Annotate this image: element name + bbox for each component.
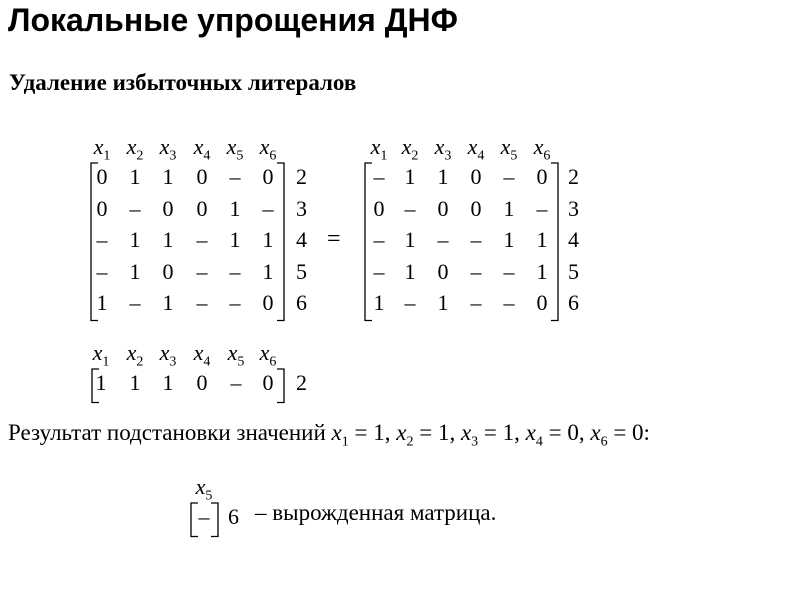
matrix-cell: 0 xyxy=(262,164,274,189)
matrix-cell: 0 xyxy=(96,164,108,189)
row-label: 6 xyxy=(296,290,307,315)
equals-sign: = xyxy=(327,226,341,252)
matrix-cell: 0 xyxy=(196,195,208,221)
assigned-value: = 0: xyxy=(607,420,650,445)
column-header xyxy=(260,134,277,164)
variable-index: 6 xyxy=(543,148,551,164)
variable-index: 6 xyxy=(600,434,608,450)
variable-symbol: x xyxy=(227,340,238,365)
right-bracket xyxy=(550,162,559,322)
matrix-cell: – xyxy=(470,258,482,284)
right-bracket xyxy=(210,502,219,538)
matrix-cell: – xyxy=(404,290,416,315)
matrix-cell: – xyxy=(196,227,208,252)
matrix-cell: – xyxy=(198,504,210,529)
matrix-cell: 0 xyxy=(536,290,548,315)
matrix-cell: 0 xyxy=(470,164,482,189)
matrix-cell: – xyxy=(503,164,515,189)
matrix-cell: – xyxy=(196,258,208,284)
row-label: 6 xyxy=(228,504,239,529)
matrix-cell: – xyxy=(229,290,241,315)
variable-symbol: x xyxy=(500,134,511,159)
matrix-cell: – xyxy=(470,290,482,315)
column-header xyxy=(93,340,110,370)
matrix-cell: 0 xyxy=(373,195,385,221)
row-label: 4 xyxy=(568,227,579,252)
matrix-cell: – xyxy=(230,370,242,395)
variable-index: 5 xyxy=(510,148,518,164)
row-label: 2 xyxy=(568,164,579,189)
matrix-cell: 1 xyxy=(373,290,385,315)
variable-index: 6 xyxy=(269,354,277,370)
variable-index: 1 xyxy=(341,434,349,450)
row-label: 5 xyxy=(296,258,307,284)
matrix-cell: 0 xyxy=(196,164,208,189)
variable-symbol: x xyxy=(126,134,137,159)
variable-index: 4 xyxy=(203,148,211,164)
matrix-cell: – xyxy=(373,227,385,252)
variable-symbol: x xyxy=(590,420,601,445)
variable-index: 6 xyxy=(269,148,277,164)
variable-symbol: x xyxy=(93,134,104,159)
matrix-cell: 1 xyxy=(129,164,141,189)
column-header xyxy=(160,134,177,164)
matrix-cell: 1 xyxy=(404,258,416,284)
matrix-cell: 1 xyxy=(536,258,548,284)
variable-index: 1 xyxy=(103,148,111,164)
matrix-cell: 1 xyxy=(95,370,107,395)
right-bracket xyxy=(276,162,285,322)
matrix-cell: 0 xyxy=(470,195,482,221)
variable-symbol: x xyxy=(195,474,206,499)
variable-symbol: x xyxy=(92,340,103,365)
matrix-cell: – xyxy=(129,290,141,315)
matrix-cell: – xyxy=(96,258,108,284)
variable-symbol: x xyxy=(159,134,170,159)
variable-symbol: x xyxy=(259,134,270,159)
matrix-cell: – xyxy=(503,290,515,315)
variable-symbol: x xyxy=(226,134,237,159)
matrix-cell: – xyxy=(373,258,385,284)
variable-index: 3 xyxy=(169,148,177,164)
left-bracket xyxy=(364,162,373,322)
variable-symbol: x xyxy=(434,134,445,159)
matrix-cell: – xyxy=(503,258,515,284)
variable-index: 2 xyxy=(411,148,419,164)
column-header xyxy=(468,134,485,164)
matrix-cell: 0 xyxy=(162,195,174,221)
variable-symbol: x xyxy=(259,340,270,365)
matrix-cell: 1 xyxy=(404,164,416,189)
variable-index: 3 xyxy=(471,434,479,450)
matrix-cell: – xyxy=(404,195,416,221)
row-label: 6 xyxy=(568,290,579,315)
matrix-cell: 1 xyxy=(262,258,274,284)
matrix-cell: 1 xyxy=(96,290,108,315)
matrix-cell: 0 xyxy=(96,195,108,221)
matrix-cell: – xyxy=(129,195,141,221)
column-header xyxy=(196,474,213,504)
matrix-cell: 1 xyxy=(503,195,515,221)
matrix-cell: 0 xyxy=(262,370,274,395)
matrix-cell: 1 xyxy=(162,290,174,315)
column-header xyxy=(501,134,518,164)
row-label: 5 xyxy=(568,258,579,284)
column-header xyxy=(160,340,177,370)
slide-title: Локальные упрощения ДНФ xyxy=(8,2,458,38)
matrix-cell: 1 xyxy=(437,290,449,315)
substitution-statement xyxy=(8,420,650,451)
matrix-cell: – xyxy=(536,195,548,221)
column-header xyxy=(194,340,211,370)
matrix-cell: – xyxy=(229,258,241,284)
matrix-cell: – xyxy=(229,164,241,189)
variable-symbol: x xyxy=(460,420,472,445)
variable-symbol: x xyxy=(525,420,536,445)
column-header xyxy=(194,134,211,164)
row-label: 2 xyxy=(296,164,307,189)
matrix-cell: 1 xyxy=(503,227,515,252)
column-header xyxy=(435,134,452,164)
variable-index: 3 xyxy=(444,148,452,164)
matrix-cell: 1 xyxy=(129,258,141,284)
column-header xyxy=(127,134,144,164)
matrix-cell: – xyxy=(437,227,449,252)
variable-symbol: x xyxy=(193,134,204,159)
column-header xyxy=(94,134,111,164)
matrix-cell: 1 xyxy=(437,164,449,189)
variable-index: 2 xyxy=(136,354,144,370)
variable-index: 2 xyxy=(136,148,144,164)
matrix-cell: 1 xyxy=(536,227,548,252)
column-header xyxy=(228,340,245,370)
matrix-cell: – xyxy=(196,290,208,315)
variable-index: 1 xyxy=(102,354,110,370)
assigned-value: = 1, xyxy=(348,420,397,445)
assigned-value: = 1, xyxy=(413,420,461,445)
variable-symbol: x xyxy=(193,340,204,365)
variable-index: 1 xyxy=(380,148,388,164)
row-label: 2 xyxy=(296,370,307,395)
column-header xyxy=(127,340,144,370)
variable-symbol: x xyxy=(370,134,381,159)
matrix-cell: 0 xyxy=(437,258,449,284)
matrix-cell: 0 xyxy=(437,195,449,221)
variable-symbol: x xyxy=(126,340,137,365)
matrix-cell: 0 xyxy=(262,290,274,315)
variable-index: 4 xyxy=(535,434,543,450)
column-header xyxy=(260,340,277,370)
matrix-cell: 1 xyxy=(262,227,274,252)
matrix-cell: 1 xyxy=(404,227,416,252)
matrix-cell: 1 xyxy=(229,227,241,252)
matrix-cell: 1 xyxy=(229,195,241,221)
row-label: 3 xyxy=(568,195,579,221)
variable-index: 4 xyxy=(203,354,211,370)
row-label: 4 xyxy=(296,227,307,252)
degenerate-matrix-caption: – вырожденная матрица. xyxy=(255,500,497,525)
assigned-value: = 1, xyxy=(478,420,526,445)
matrix-cell: 1 xyxy=(162,164,174,189)
variable-symbol: x xyxy=(159,340,170,365)
matrix-cell: – xyxy=(373,164,385,189)
matrix-cell: 1 xyxy=(162,227,174,252)
variable-symbol: x xyxy=(331,420,342,445)
matrix-cell: 0 xyxy=(536,164,548,189)
row-label: 3 xyxy=(296,195,307,221)
matrix-cell: 0 xyxy=(196,370,208,395)
matrix-cell: 1 xyxy=(129,227,141,252)
variable-index: 4 xyxy=(477,148,485,164)
matrix-cell: 1 xyxy=(129,370,141,395)
variable-index: 3 xyxy=(169,354,177,370)
matrix-cell: – xyxy=(470,227,482,252)
right-bracket xyxy=(276,368,285,404)
variable-index: 2 xyxy=(406,434,414,450)
variable-index: 5 xyxy=(237,354,245,370)
variable-index: 5 xyxy=(205,488,213,504)
assigned-value: = 0, xyxy=(542,420,591,445)
matrix-cell: – xyxy=(262,195,274,221)
column-header xyxy=(534,134,551,164)
matrix-cell: 1 xyxy=(162,370,174,395)
matrix-cell: 0 xyxy=(162,258,174,284)
variable-symbol: x xyxy=(467,134,478,159)
variable-symbol: x xyxy=(533,134,544,159)
variable-index: 5 xyxy=(236,148,244,164)
matrix-cell: – xyxy=(96,227,108,252)
substitution-prefix: Результат подстановки значений xyxy=(8,420,332,445)
variable-symbol: x xyxy=(401,134,412,159)
column-header xyxy=(371,134,388,164)
column-header xyxy=(402,134,419,164)
column-header xyxy=(227,134,244,164)
variable-symbol: x xyxy=(396,420,407,445)
section-subtitle: Удаление избыточных литералов xyxy=(9,70,357,95)
